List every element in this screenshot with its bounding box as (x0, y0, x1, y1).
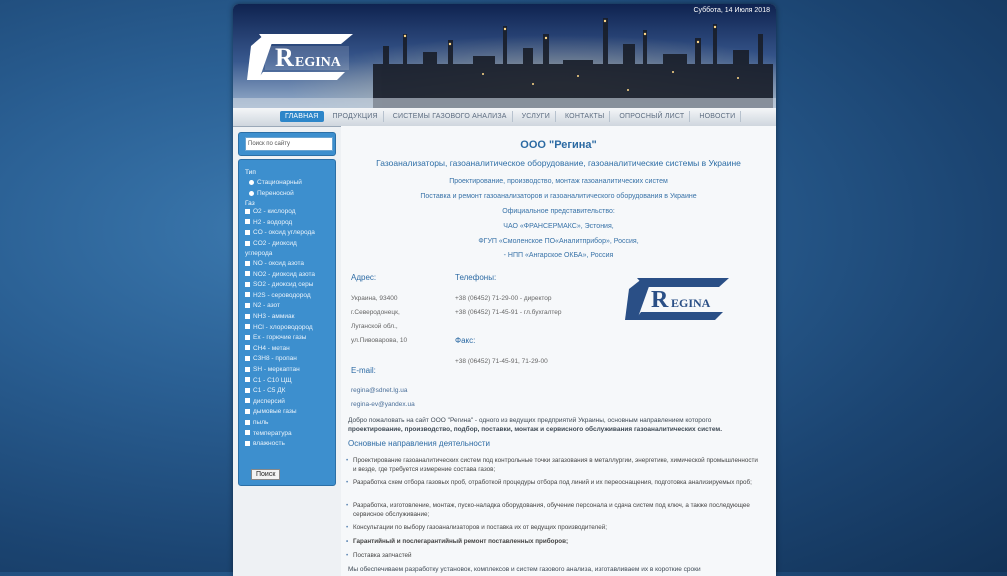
checkbox[interactable] (245, 335, 250, 340)
gas-option-label: углерода (245, 250, 273, 258)
direction-item: • Поставка запчастей (353, 552, 763, 561)
gas-option-label: NH3 - аммиак (253, 312, 295, 320)
checkbox[interactable] (245, 388, 250, 393)
checkbox[interactable] (245, 303, 250, 308)
radio-button[interactable] (249, 191, 254, 196)
type-option[interactable] (249, 190, 294, 197)
gas-option-label: HCl - хлороводород (253, 323, 313, 331)
checkbox[interactable] (245, 324, 250, 329)
gas-option[interactable] (245, 313, 294, 320)
gas-option[interactable] (245, 281, 313, 288)
logo2-letter: R (651, 287, 669, 313)
gas-label: Газ (245, 200, 255, 207)
checkbox[interactable] (245, 377, 250, 382)
checkbox[interactable] (245, 271, 250, 276)
type-label: Тип (245, 169, 256, 176)
checkbox[interactable] (245, 398, 250, 403)
email-link[interactable]: regina@sdnet.lg.ua (351, 387, 408, 394)
direction-item: • Гарантийный и послегарантийный ремонт поставленных приборов; (353, 538, 763, 547)
menu-item-6[interactable]: НОВОСТИ (694, 111, 741, 122)
intro-line: ФГУП «Смоленское ПО«Аналитприбор», Россия, (478, 238, 639, 245)
page-container (233, 4, 776, 576)
gas-option-label: N2 - азот (253, 302, 280, 310)
phones-label: Телефоны: (455, 273, 497, 282)
page-subtitle: Газоанализаторы, газоаналитическое оборудование, газоаналитические системы в Украине (376, 158, 741, 168)
gas-option[interactable] (245, 377, 292, 384)
menu-item-4[interactable]: КОНТАКТЫ (560, 111, 610, 122)
radio-button[interactable] (249, 180, 254, 185)
intro-line-1: Добро пожаловать на сайт ООО "Регина" - одного из ведущих предприятий Украины, основным направлением которого (348, 417, 712, 424)
gas-option-label: дымовые газы (253, 408, 297, 416)
main-menu (280, 111, 741, 122)
fax-label: Факс: (455, 336, 476, 345)
direction-item: • Разработка схем отбора газовых проб, отработкой процедуры отбора под линий и их переоснащения, подготовка анализируемых проб; (353, 479, 763, 488)
type-option-label: Стационарный (257, 179, 302, 186)
gas-option[interactable] (245, 334, 306, 341)
address-line: г.Северодонецк, (351, 309, 400, 316)
intro-line: ЧАО «ФРАНСЕРМАКС», Эстония, (503, 223, 614, 230)
gas-option[interactable] (245, 355, 297, 362)
gas-option[interactable] (245, 419, 268, 426)
gas-option[interactable] (245, 208, 296, 215)
gas-option[interactable] (245, 387, 285, 394)
phone-line: +38 (06452) 71-45-91 - гл.бухгалтер (455, 309, 562, 316)
checkbox[interactable] (245, 261, 250, 266)
menu-item-1[interactable]: ПРОДУКЦИЯ (328, 111, 384, 122)
gas-option-label: NO - оксид азота (253, 259, 304, 267)
checkbox[interactable] (245, 219, 250, 224)
gas-option-label: температура (253, 429, 292, 437)
gas-option-label: дисперсий (253, 397, 285, 405)
intro-line: Официальное представительство: (502, 208, 615, 215)
address-line: Украина, 93400 (351, 295, 398, 302)
checkbox[interactable] (245, 241, 250, 246)
intro-line: - НПП «Ангарское ОКБА», Россия (503, 252, 614, 259)
gas-option[interactable] (245, 260, 304, 267)
checkbox[interactable] (245, 441, 250, 446)
gas-option-label: CO2 - диоксид (253, 239, 297, 247)
menu-item-3[interactable]: УСЛУГИ (517, 111, 556, 122)
directions-title: Основные направления деятельности (348, 439, 490, 448)
logo-text: EGINA (295, 55, 341, 70)
gas-option-label: влажность (253, 440, 285, 448)
checkbox[interactable] (245, 409, 250, 414)
current-date: Суббота, 14 Июля 2018 (693, 7, 770, 14)
gas-option[interactable] (245, 302, 280, 309)
type-option-label: Переносной (257, 190, 294, 197)
gas-option[interactable] (245, 398, 285, 405)
gas-option[interactable] (245, 324, 313, 331)
regina-logo[interactable] (245, 32, 355, 82)
gas-option[interactable] (245, 366, 300, 373)
filter-search-button[interactable]: Поиск (251, 469, 280, 480)
gas-option[interactable] (245, 271, 315, 278)
regina-logo-secondary (623, 276, 733, 322)
site-header (233, 4, 776, 108)
checkbox[interactable] (245, 292, 250, 297)
gas-option-label: CH4 - метан (253, 344, 290, 352)
intro-line: Проектирование, производство, монтаж газоаналитических систем (449, 178, 668, 185)
logo-letter: R (275, 43, 294, 72)
intro-line-2: проектирование, производство, подбор, поставки, монтаж и сервисного обслуживания газоаналитических систем. (348, 426, 723, 433)
gas-option[interactable] (245, 430, 292, 437)
intro-line: Поставка и ремонт газоанализаторов и газоаналитического оборудования в Украине (420, 193, 697, 200)
phone-line: +38 (06452) 71-29-00 - директор (455, 295, 552, 302)
type-option[interactable] (249, 179, 302, 186)
menu-item-5[interactable]: ОПРОСНЫЙ ЛИСТ (614, 111, 690, 122)
gas-option-label: CO - оксид углерода (253, 229, 315, 237)
fax-value: +38 (06452) 71-45-91, 71-29-00 (455, 358, 548, 365)
checkbox[interactable] (245, 282, 250, 287)
gas-option-label: SH - меркаптан (253, 365, 300, 373)
checkbox[interactable] (245, 209, 250, 214)
direction-item: • Консультации по выбору газоанализаторов и поставка их от ведущих производителей; (353, 524, 763, 533)
address-line: ул.Пивоварова, 10 (351, 337, 408, 344)
address-line: Луганской обл., (351, 323, 398, 330)
gas-option[interactable] (245, 408, 297, 415)
checkbox[interactable] (245, 420, 250, 425)
gas-option-label: SO2 - диоксид серы (253, 281, 314, 289)
search-input[interactable]: Поиск по сайту (245, 137, 333, 151)
gas-option-label: O2 - кислород (253, 208, 296, 215)
main-menu-bar (233, 108, 776, 127)
gas-option[interactable] (245, 219, 292, 226)
main-content (341, 126, 776, 576)
gas-option[interactable] (245, 440, 285, 447)
gas-option[interactable] (245, 229, 315, 236)
filter-panel (238, 159, 336, 486)
page-title: ООО "Регина" (520, 139, 597, 151)
gas-option-label: пыль (253, 418, 269, 426)
gas-option-label: NO2 - диоксид азота (253, 270, 316, 278)
direction-item: • Проектирование газоаналитических систем под контрольные точки загазования в металлургии, энергетике, химической промышленности и везде, где требуется измерение состава газов; (353, 457, 763, 474)
gas-option-label: Ex - горючие газы (253, 334, 307, 342)
email-link[interactable]: regina-ev@yandex.ua (351, 401, 415, 408)
gas-option (245, 250, 272, 257)
search-panel (238, 132, 336, 156)
footer-line: Мы обеспечиваем разработку установок, комплексов и систем газового анализа, изготавливаем их в короткие сроки (348, 566, 701, 573)
gas-option-label: C1 - C5 ДК (253, 387, 286, 395)
menu-item-0[interactable]: ГЛАВНАЯ (280, 111, 324, 122)
gas-option-label: H2 - водород (253, 218, 293, 226)
gas-option[interactable] (245, 240, 297, 247)
email-label: E-mail: (351, 366, 376, 375)
direction-item: • Разработка, изготовление, монтаж, пуско-наладка оборудования, обучение персонала и сдача систем под ключ, а также последующее сервисное обслуживание; (353, 502, 763, 519)
address-label: Адрес: (351, 273, 377, 282)
menu-item-2[interactable]: СИСТЕМЫ ГАЗОВОГО АНАЛИЗА (388, 111, 513, 122)
checkbox[interactable] (245, 314, 250, 319)
checkbox[interactable] (245, 230, 250, 235)
gas-option-label: C3H8 - пропан (253, 355, 297, 363)
checkbox[interactable] (245, 356, 250, 361)
checkbox[interactable] (245, 367, 250, 372)
gas-option[interactable] (245, 292, 311, 299)
logo2-text: EGINA (671, 296, 711, 310)
gas-option-label: C1 - C10 ЦЩ (253, 376, 292, 384)
checkbox[interactable] (245, 345, 250, 350)
gas-option-label: H2S - сероводород (253, 291, 311, 299)
checkbox[interactable] (245, 430, 250, 435)
gas-option[interactable] (245, 345, 290, 352)
